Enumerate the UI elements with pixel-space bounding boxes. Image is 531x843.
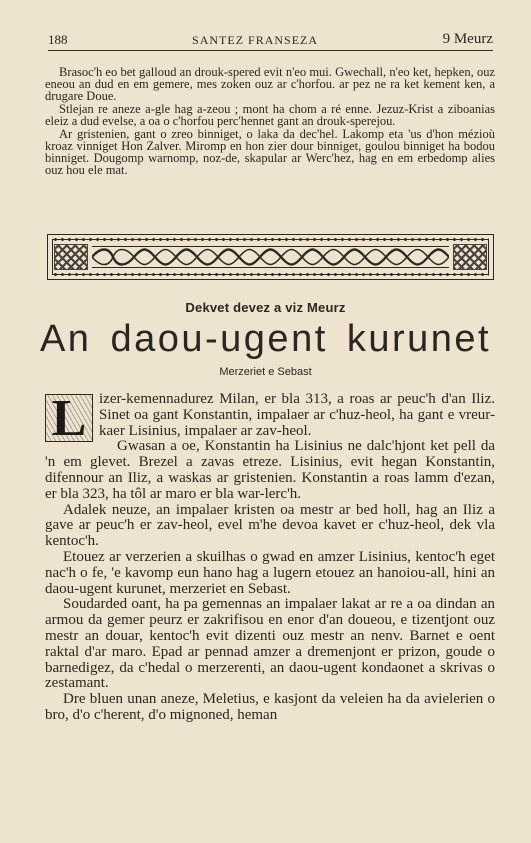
article-body [45, 392, 495, 724]
intro-paragraph: Ar gristenien, gant o zreo binniget, o laka da dec'hel. Lakomp eta 'us d'hon mézioù kroaz vinniget Hon Zalver. Miromp en hon zier dour binniget, goulou binniget ha bodou binniget. Dougomp warnomp, noz-de, skapular ar Werc'hez, hag en em erbedomp alies ouz hou ele mat. [45, 127, 495, 177]
ornament-scroll-pattern [92, 246, 449, 268]
article-paragraph: Soudarded oant, ha pa gemennas an impalaer lakat ar re a oa dindan an armou da gemer peurz er zakrifisou en enor d'an doueou, e tizentjont ouz mestr an douar, kentoc'h evit dizenti ouz mestr an nenv. Barnet e oent raktal d'ar maro. Epad ar pennad amzer a dremenjont er prizon, goude o barnedigez, da c'hedal o merzerenti, an daou-ugent kondaonet a skrivas o zestamant. [45, 596, 495, 692]
article-paragraph: Dre bluen unan aneze, Meletius, e kasjont da veleien ha da avielerien o bro, d'o c'herent, d'o mignoned, heman [45, 691, 495, 723]
dropcap-initial: L [45, 394, 93, 442]
article-paragraph: Adalek neuze, an impalaer kristen oa mestr ar bed holl, hag an Iliz a gave ar peuc'h er zav-heol, evel m'he devoa kavet er c'huz-heol, dek vla kentoc'h. [45, 501, 495, 550]
decorative-ornament-band [47, 234, 494, 280]
article-paragraph: izer-kemennadurez Milan, er bla 313, a roas ar peuc'h d'an Iliz. Sinet oa gant Konstantin, impalaer ar c'huz-heol, ha gant e vreur-kaer Lisinius, impalaer ar zav-heol. [99, 391, 495, 439]
section-label: Dekvet devez a viz Meurz [185, 300, 346, 315]
dotted-border [52, 237, 489, 242]
intro-paragraph: Brasoc'h eo bet galloud an drouk-spered evit n'eo mui. Gwechall, n'eo ket, hepken, ouz eneou an dud en em gemere, mes zoken ouz ar c'horfou. ar pez ne ra ket kement ken, a drugare Doue. [45, 65, 495, 103]
intro-text [45, 66, 495, 177]
ornament-corner-motif [453, 244, 487, 270]
running-header [48, 30, 493, 51]
dotted-border [52, 272, 489, 277]
header-date: 9 Meurz [442, 31, 493, 47]
running-title: SANTEZ FRANSEZA [192, 33, 319, 47]
intro-paragraph: Stlejan re aneze a-gle hag a-zeou ; mont ha chom a ré enne. Jezuz-Krist a ziboanias eleiz a dud evelse, a oa o c'horfou perc'hennet gant an drouk-sperejou. [45, 102, 495, 128]
article-paragraph: Etouez ar verzerien a skuilhas o gwad en amzer Lisinius, kentoc'h eget nac'h o fe, 'e kavomp eun hano hag a lugern etouez an hanoiou-all, hini an daou-ugent kurunet, merzeriet en Sebast. [45, 548, 495, 597]
article-paragraph: Gwasan a oe, Konstantin ha Lisinius ne dalc'hjont ket pell da 'n em glevet. Brezel a zavas etreze. Lisinius, evit hegan Konstantin, difennour an Iliz, a waskas ar gristenien. Konstantin a roas lamm d'ezan, er bla 323, ha tôl ar maro er bla war-lerc'h. [45, 438, 495, 502]
article-byline: Merzeriet e Sebast [219, 366, 312, 378]
article-title: An daou-ugent kurunet [39, 318, 492, 360]
ornament-corner-motif [54, 244, 88, 270]
page-number: 188 [48, 32, 68, 47]
